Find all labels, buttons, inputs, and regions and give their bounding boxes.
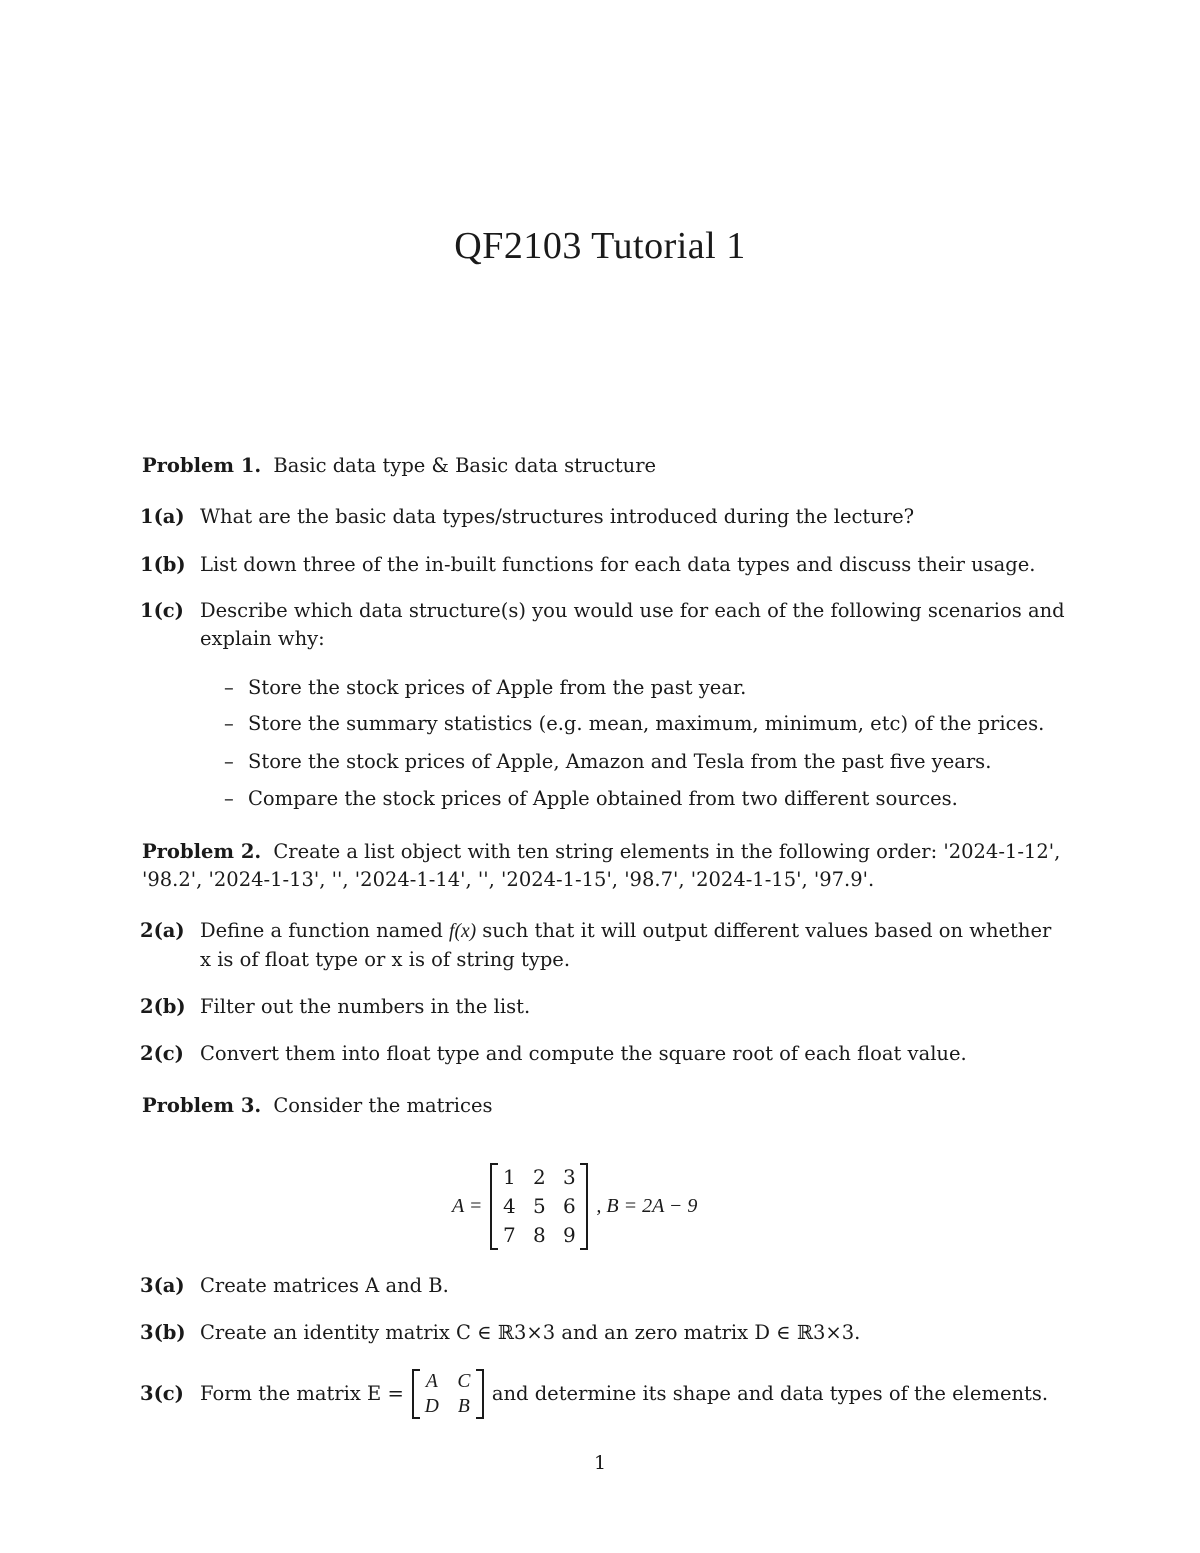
page-number: 1 — [593, 1452, 607, 1474]
item-1a-text: What are the basic data types/structures introduced during the lecture? — [200, 505, 915, 528]
item-3c-text: Form the matrix E = A C D B and determine its shape and data types of the elements. — [200, 1366, 1070, 1422]
bullet-item: – Compare the stock prices of Apple obtained from two different sources. — [224, 787, 958, 810]
matrix-a-name: A = — [452, 1194, 483, 1217]
problem-3-heading — [142, 1092, 1072, 1120]
item-3a-text: Create matrices A and B. — [200, 1274, 449, 1297]
item-2a-label: 2(a) — [140, 919, 185, 942]
problem-2-line2: '98.2', '2024-1-13', '', '2024-1-14', '', '2024-1-15', '98.7', '2024-1-15', '97.9'. — [142, 868, 875, 891]
problem-2-line1: Create a list object with ten string elements in the following order: '2024-1-12', — [273, 840, 1061, 863]
item-3c-label: 3(c) — [140, 1382, 184, 1405]
item-1b-label: 1(b) — [140, 553, 186, 576]
item-3b-label: 3(b) — [140, 1321, 186, 1344]
matrix-cell: D — [424, 1395, 439, 1417]
problem-3-title: Consider the matrices — [273, 1094, 493, 1117]
matrix-cell: 3 — [562, 1165, 576, 1189]
matrix-cell: 2 — [532, 1165, 546, 1189]
problem-1-title: Basic data type & Basic data structure — [273, 454, 657, 477]
problem-2-heading — [142, 838, 1072, 866]
problem-1-heading — [142, 452, 1072, 480]
function-name: f(x) — [449, 921, 477, 942]
item-2a-text: Define a function named f(x) such that it will output different values based on whether x is of float type or x is of string type. — [200, 919, 1052, 971]
block-matrix-e — [412, 1369, 484, 1419]
bullet-item: – Store the stock prices of Apple from the past year. — [224, 676, 747, 699]
item-2c-label: 2(c) — [140, 1042, 184, 1065]
matrix-cell: 5 — [532, 1194, 546, 1218]
item-1a-label: 1(a) — [140, 505, 185, 528]
item-2b-text: Filter out the numbers in the list. — [200, 995, 531, 1018]
matrix-cell: B — [457, 1395, 470, 1417]
matrix-cell: 7 — [502, 1223, 516, 1247]
problem-3-label: Problem 3. — [142, 1094, 262, 1117]
bullet-item: – Store the summary statistics (e.g. mean, maximum, minimum, etc) of the prices. — [224, 712, 1045, 735]
item-2b-label: 2(b) — [140, 995, 186, 1018]
bullet-item: – Store the stock prices of Apple, Amazon and Tesla from the past five years. — [224, 750, 992, 773]
item-2c-text: Convert them into float type and compute the square root of each float value. — [200, 1042, 967, 1065]
item-1b-text: List down three of the in-built functions for each data types and discuss their usage. — [200, 553, 1036, 576]
page-title: QF2103 Tutorial 1 — [454, 225, 746, 267]
matrix-cell: 6 — [562, 1194, 576, 1218]
matrix-cell: 4 — [502, 1194, 516, 1218]
problem-1-label: Problem 1. — [142, 454, 262, 477]
matrix-cell: A — [425, 1370, 438, 1392]
matrix-equation — [452, 1162, 697, 1250]
problem-2-label: Problem 2. — [142, 840, 262, 863]
matrix-cell: 9 — [562, 1223, 576, 1247]
item-1c-label: 1(c) — [140, 599, 184, 622]
item-1c-text: Describe which data structure(s) you would use for each of the following scenarios and explain why: — [200, 599, 1065, 650]
matrix-b-definition: , B = 2A − 9 — [596, 1194, 698, 1217]
matrix-cell: 1 — [502, 1165, 516, 1189]
matrix-cell: C — [457, 1370, 471, 1392]
matrix-a — [490, 1163, 588, 1250]
item-3b-text: Create an identity matrix C ∈ ℝ3×3 and an zero matrix D ∈ ℝ3×3. — [200, 1321, 861, 1344]
matrix-cell: 8 — [532, 1223, 546, 1247]
item-3a-label: 3(a) — [140, 1274, 185, 1297]
